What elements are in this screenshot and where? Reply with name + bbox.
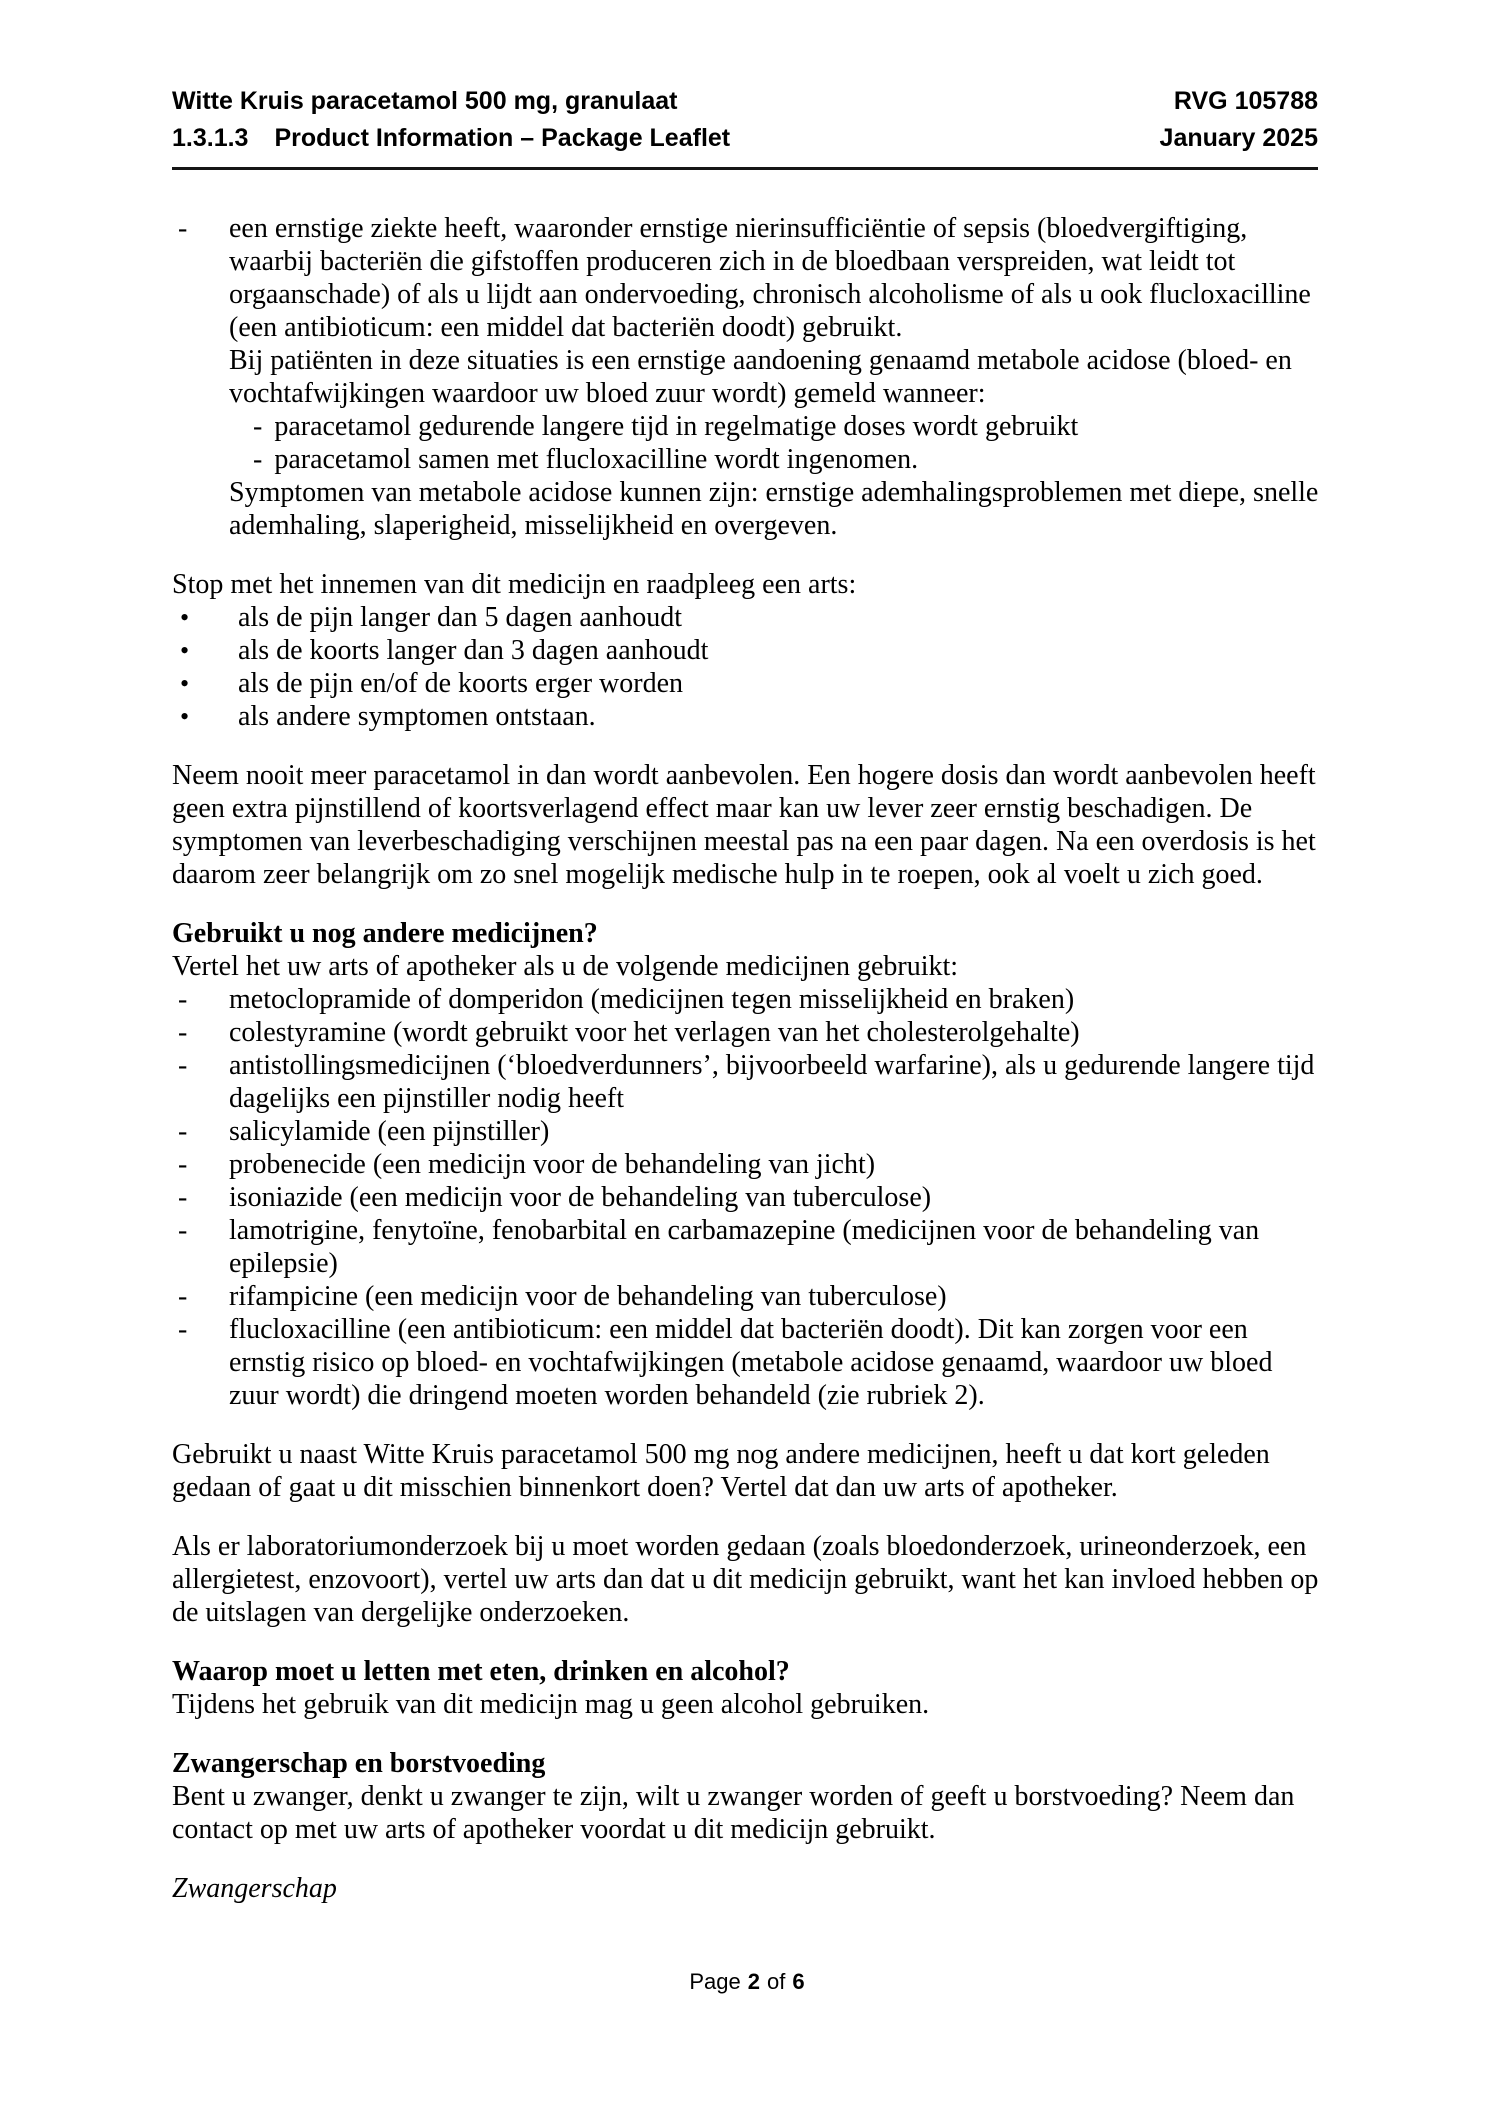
- header-doc-number: 1.3.1.3: [172, 124, 249, 152]
- text-line: rifampicine (een medicijn voor de behandeling van tuberculose): [229, 1281, 947, 1312]
- dash-marker: -: [178, 1050, 188, 1081]
- text-line: dagelijks een pijnstiller nodig heeft: [229, 1083, 625, 1114]
- text-line: isoniazide (een medicijn voor de behandeling van tuberculose): [229, 1182, 932, 1213]
- text-line: salicylamide (een pijnstiller): [229, 1116, 550, 1147]
- paragraph: [172, 950, 1318, 983]
- dash-marker: -: [178, 213, 188, 244]
- text-line: als de koorts langer dan 3 dagen aanhoudt: [238, 635, 709, 666]
- text-line: gedaan of gaat u dit misschien binnenkort doen? Vertel dat dan uw arts of apotheker.: [172, 1472, 1118, 1503]
- bullet-list-item: [172, 667, 1318, 700]
- text-line: ademhaling, slaperigheid, misselijkheid en overgeven.: [229, 510, 838, 541]
- text-line: [253, 410, 1318, 443]
- text-line: geen extra pijnstillend of koortsverlagend effect maar kan uw lever zeer ernstig beschadigen. De: [172, 793, 1253, 824]
- paragraph: [172, 1530, 1318, 1629]
- text-line: (een antibioticum: een middel dat bacteriën doodt) gebruikt.: [229, 312, 903, 343]
- dash-marker: -: [178, 1149, 188, 1180]
- text-line: als andere symptomen ontstaan.: [238, 701, 596, 732]
- paragraph-spacer: [172, 542, 1318, 568]
- text-line: Gebruikt u naast Witte Kruis paracetamol 500 mg nog andere medicijnen, heeft u dat kort geleden: [172, 1439, 1270, 1470]
- italic-subheading: [172, 1872, 1318, 1905]
- paragraph: [172, 759, 1318, 891]
- text-line-content: paracetamol gedurende langere tijd in regelmatige doses wordt gebruikt: [274, 411, 1079, 442]
- paragraph-spacer: [172, 1846, 1318, 1872]
- section-heading: [172, 1747, 1318, 1780]
- dash-marker: -: [178, 984, 188, 1015]
- text-line: Vertel het uw arts of apotheker als u de volgende medicijnen gebruikt:: [172, 951, 959, 982]
- text-line: probenecide (een medicijn voor de behandeling van jicht): [229, 1149, 876, 1180]
- dash-list-item: [172, 1313, 1318, 1412]
- dash-marker: -: [178, 1281, 188, 1312]
- text-line: Als er laboratoriumonderzoek bij u moet worden gedaan (zoals bloedonderzoek, urineonderzoek, een: [172, 1531, 1307, 1562]
- dash-list-item: [172, 212, 1318, 344]
- paragraph-spacer: [172, 891, 1318, 917]
- text-line: vochtafwijkingen waardoor uw bloed zuur wordt) gemeld wanneer:: [229, 378, 986, 409]
- dash-list-item: [172, 1181, 1318, 1214]
- text-line: waarbij bacteriën die gifstoffen produceren zich in de bloedbaan verspreiden, wat leidt tot: [229, 246, 1236, 277]
- bullet-list-item: [172, 700, 1318, 733]
- text-line: Bij patiënten in deze situaties is een ernstige aandoening genaamd metabole acidose (bloed- en: [229, 345, 1292, 376]
- text-line: colestyramine (wordt gebruikt voor het verlagen van het cholesterolgehalte): [229, 1017, 1080, 1048]
- paragraph-spacer: [172, 1412, 1318, 1438]
- paragraph: [172, 1688, 1318, 1721]
- text-line: ernstig risico op bloed- en vochtafwijkingen (metabole acidose genaamd, waardoor uw bloed: [229, 1347, 1273, 1378]
- text-line: Stop met het innemen van dit medicijn en raadpleeg een arts:: [172, 569, 857, 600]
- dash-list-item: [172, 1148, 1318, 1181]
- paragraph: [172, 568, 1318, 601]
- dash-list-item: [172, 1214, 1318, 1280]
- bullet-marker: •: [180, 669, 190, 698]
- text-line: als de pijn langer dan 5 dagen aanhoudt: [238, 602, 682, 633]
- text-line: als de pijn en/of de koorts erger worden: [238, 668, 684, 699]
- header-rvg-number: RVG 105788: [1173, 87, 1318, 115]
- text-line: epilepsie): [229, 1248, 338, 1279]
- text-line: contact op met uw arts of apotheker voordat u dit medicijn gebruikt.: [172, 1814, 936, 1845]
- text-line: daarom zeer belangrijk om zo snel mogelijk medische hulp in te roepen, ook al voelt u zich goed.: [172, 859, 1263, 890]
- header-doc-reference: [172, 123, 730, 153]
- text-line: Gebruikt u nog andere medicijnen?: [172, 918, 598, 949]
- paragraph-spacer: [172, 1504, 1318, 1530]
- sub-dash-list-item: [172, 410, 1318, 443]
- paragraph: [172, 1780, 1318, 1846]
- text-line: zuur wordt) die dringend moeten worden behandeld (zie rubriek 2).: [229, 1380, 985, 1411]
- page-header-row-1: [172, 86, 1318, 116]
- paragraph-spacer: [172, 1629, 1318, 1655]
- text-line: flucloxacilline (een antibioticum: een middel dat bacteriën doodt). Dit kan zorgen voor een: [229, 1314, 1248, 1345]
- dash-marker: -: [178, 1215, 188, 1246]
- text-line: antistollingsmedicijnen (‘bloedverdunners’, bijvoorbeeld warfarine), als u gedurende langere tijd: [229, 1050, 1315, 1081]
- dash-marker: -: [178, 1314, 188, 1345]
- text-line: Waarop moet u letten met eten, drinken en alcohol?: [172, 1656, 790, 1687]
- paragraph-spacer: [172, 1721, 1318, 1747]
- text-line: orgaanschade) of als u lijdt aan ondervoeding, chronisch alcoholisme of als u ook flucloxacilline: [229, 279, 1311, 310]
- dash-marker: -: [178, 1182, 188, 1213]
- bullet-list-item: [172, 601, 1318, 634]
- text-line: een ernstige ziekte heeft, waaronder ernstige nierinsufficiëntie of sepsis (bloedvergiftiging,: [229, 213, 1248, 244]
- dash-list-item: [172, 1280, 1318, 1313]
- text-line: lamotrigine, fenytoïne, fenobarbital en carbamazepine (medicijnen voor de behandeling van: [229, 1215, 1260, 1246]
- bullet-list-item: [172, 634, 1318, 667]
- section-heading: [172, 1655, 1318, 1688]
- header-doc-title: Product Information – Package Leaflet: [274, 124, 731, 152]
- bullet-marker: •: [180, 636, 190, 665]
- document-body: [172, 212, 1318, 1905]
- dash-list-item: [172, 1115, 1318, 1148]
- page-header-row-2: [172, 123, 1318, 153]
- list-continuation: [172, 344, 1318, 410]
- text-line: metoclopramide of domperidon (medicijnen tegen misselijkheid en braken): [229, 984, 1075, 1015]
- footer-total-pages: 6: [792, 1969, 805, 1994]
- paragraph: [172, 1438, 1318, 1504]
- text-line-content: paracetamol samen met flucloxacilline wordt ingenomen.: [274, 444, 919, 475]
- text-line: Symptomen van metabole acidose kunnen zijn: ernstige ademhalingsproblemen met diepe, snelle: [229, 477, 1319, 508]
- text-line: Zwangerschap: [172, 1873, 337, 1904]
- text-line: Bent u zwanger, denkt u zwanger te zijn, wilt u zwanger worden of geeft u borstvoeding? Neem dan: [172, 1781, 1295, 1812]
- dash-marker: -: [253, 444, 263, 475]
- dash-marker: -: [178, 1116, 188, 1147]
- header-rule: [172, 167, 1318, 170]
- text-line: symptomen van leverbeschadiging verschijnen meestal pas na een paar dagen. Na een overdosis is het: [172, 826, 1316, 857]
- dash-list-item: [172, 983, 1318, 1016]
- text-line: allergietest, enzovoort), vertel uw arts dan dat u dit medicijn gebruikt, want het kan invloed hebben op: [172, 1564, 1319, 1595]
- bullet-marker: •: [180, 603, 190, 632]
- text-line: Zwangerschap en borstvoeding: [172, 1748, 546, 1779]
- header-product-name: Witte Kruis paracetamol 500 mg, granulaat: [172, 87, 678, 115]
- dash-list-item: [172, 1049, 1318, 1115]
- section-heading: [172, 917, 1318, 950]
- page-footer: [0, 1969, 1494, 1995]
- text-line: [253, 443, 1318, 476]
- footer-of-label: of: [767, 1969, 786, 1994]
- bullet-marker: •: [180, 702, 190, 731]
- text-line: Tijdens het gebruik van dit medicijn mag u geen alcohol gebruiken.: [172, 1689, 930, 1720]
- footer-page-number: 2: [747, 1969, 761, 1994]
- list-continuation: [172, 476, 1318, 542]
- dash-list-item: [172, 1016, 1318, 1049]
- dash-marker: -: [178, 1017, 188, 1048]
- footer-page-label: Page: [689, 1969, 741, 1994]
- paragraph-spacer: [172, 733, 1318, 759]
- sub-dash-list-item: [172, 443, 1318, 476]
- text-line: de uitslagen van dergelijke onderzoeken.: [172, 1597, 630, 1628]
- dash-marker: -: [253, 411, 263, 442]
- text-line: Neem nooit meer paracetamol in dan wordt aanbevolen. Een hogere dosis dan wordt aanbevolen heeft: [172, 760, 1316, 791]
- header-date: January 2025: [1159, 124, 1318, 152]
